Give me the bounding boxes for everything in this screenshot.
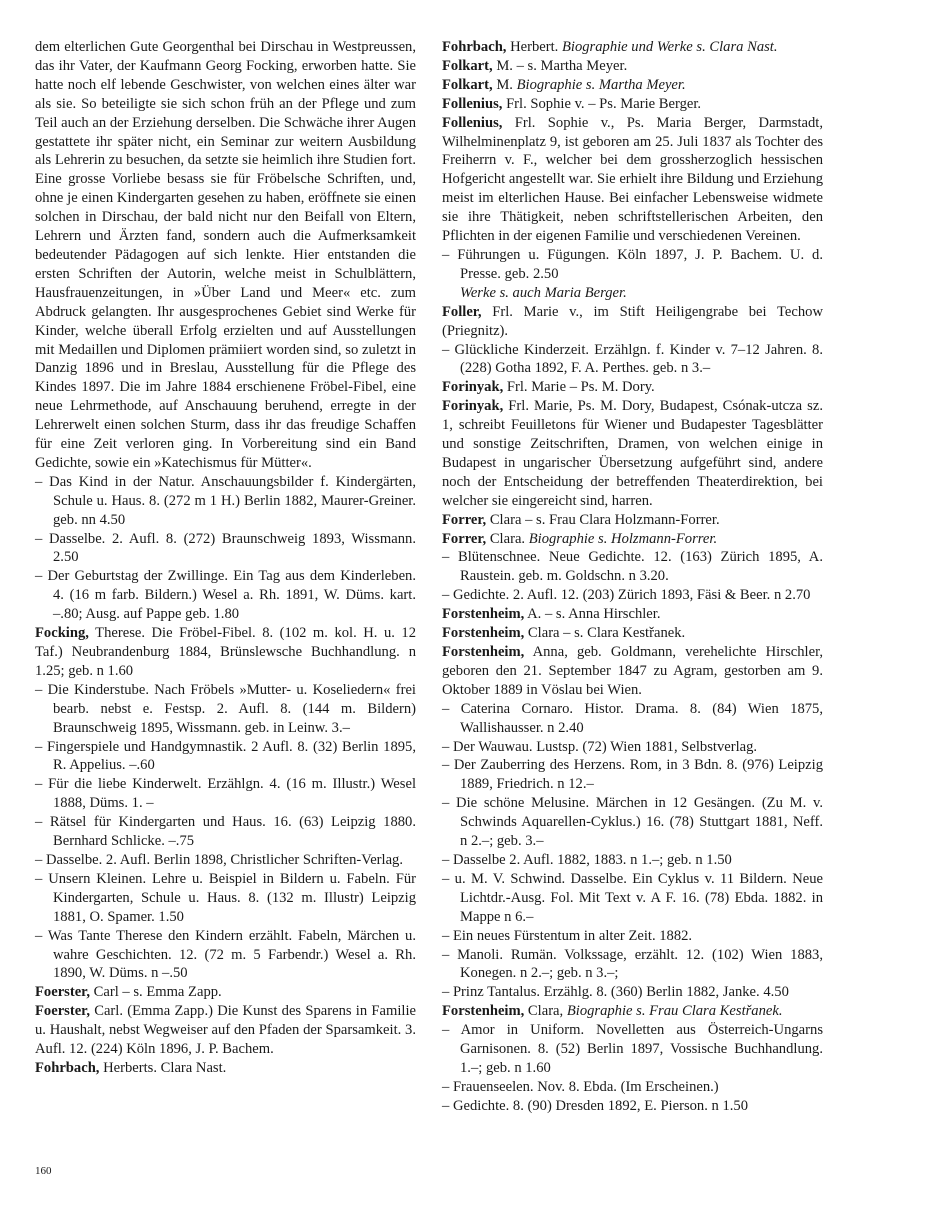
entry-name: Forstenheim, [442,1003,525,1020]
entry-text: – Ein neues Fürstentum in alter Zeit. 1882. [442,927,693,944]
left-column-entry [35,1059,416,1078]
entry-text: – Unsern Kleinen. Lehre u. Beispiel in Bildern u. Fabeln. Für Kindergarten, Schule u. Haus. 8. (132 m. Illustr) Leipzig 1881, O. Spamer. 1.50 [35,870,416,925]
right-column-work-entry [442,756,823,794]
entry-text: Frl. Marie, Ps. M. Dory, Budapest, Csónak-utcza sz. 1, schreibt Feuilletons für Wiener und Budapester Tagesblätter und sonstige Zeitschriften, Dramen, von welchen einige in Budapest in ungarischer Übersetzung aufgeführt sind, andere noch der Entscheidung der betreffenden Theaterdirektion, bei welcher sie eingereicht sind, harren. [442,398,823,509]
entry-text: Herberts. Clara Nast. [99,1059,227,1076]
entry-reference: Biographie und Werke s. Clara Nast. [561,39,778,55]
entry-text: Clara – s. Clara Kestřanek. [524,625,686,642]
entry-text: A. – s. Anna Hirschler. [524,606,661,623]
right-column-work-entry [442,738,823,757]
left-column-work-entry [35,813,416,851]
right-column-work-entry [442,700,823,738]
entry-text: – Was Tante Therese den Kindern erzählt. Fabeln, Märchen u. wahre Geschichten. 12. (72 m. 5 Farbendr.) Wesel a. Rh. 1890, W. Düms. n –.50 [35,927,416,982]
entry-name: Foerster, [35,984,90,1001]
entry-name: Foerster, [35,1003,90,1020]
entry-text: – Dasselbe 2. Aufl. 1882, 1883. n 1.–; geb. n 1.50 [442,851,732,868]
entry-name: Foller, [442,303,482,320]
right-column-work-entry [442,586,823,605]
entry-name: Fohrbach, [442,39,507,55]
left-column-work-entry [35,530,416,568]
left-column-work-entry [35,851,416,870]
left-column-entry [35,38,416,473]
left-column-entry [35,983,416,1002]
right-column-work-entry [442,1078,823,1097]
entry-text: Therese. Die Fröbel-Fibel. 8. (102 m. kol. H. u. 12 Taf.) Neubrandenburg 1884, Brünslewsche Buchhandlung. n 1.25; geb. n 1.60 [35,625,416,679]
entry-reference: Biographie s. Frau Clara Kestřanek. [566,1003,783,1020]
entry-name: Forinyak, [442,398,504,415]
entry-text: dem elterlichen Gute Georgenthal bei Dirschau in Westpreussen, das ihr Vater, der Kaufmann Georg Focking, erworben hatte. Sie hatte noch elf lebende Geschwister, von welchen eines älter war als sie. So beteiligte sie sich schon früh an der Pflege und zum Teil auch an der Erziehung derselben. Die Schwäche ihrer Augen gestattete ihr später nicht, ein Seminar zur weitern Ausbildung als Lehrerin zu besuchen, da setzte sie heimlich ihre Studien fort. Eine grosse Vorliebe besass sie für Fröbelsche Schriften, und, ohne je einen Kindergarten gesehen zu haben, eröffnete sie einen solchen in Dirschau, der bald nicht nur den Beifall von Eltern, Lehrern und Ärzten fand, sondern auch die Aufmerksamkeit bedeutender Pädagogen auf sich lenkte. Hier entstanden die ersten Schriften der Autorin, welche meist in Schulblättern, Hausfrauenzeitungen, in »Über Land und Meer« etc. zum Abdruck gelangten. Ihr ausgesprochenes Gebiet sind Werke für Kinder, welche überall Erfolg erzielten und auf Ausstellungen mit Medaillen und Diplomen prämiiert worden sind, so zuletzt in Danzig 1896 und in Breslau, Ausstellung für die Pflege des Kindes 1897. Die im Jahre 1884 erschienene Fröbel-Fibel, eine neue Lehrmethode, auf Anschauung beruhend, erregte in der Lehrerwelt einen solchen Sturm, dass ihr das freudige Schaffen für eine Zeit verloren ging. In Vorbereitung sind ein Band Gedichte, sowie ein »Katechismus für Mütter«. [35,39,416,471]
left-column-work-entry [35,870,416,927]
entry-text: – Das Kind in der Natur. Anschauungsbilder f. Kindergärten, Schule u. Haus. 8. (272 m 1 H.) Berlin 1882, Maurer-Greiner. geb. nn 4.50 [35,473,416,528]
right-column-work-entry [442,870,823,927]
entry-text: – Für die liebe Kinderwelt. Erzählgn. 4. (16 m. Illustr.) Wesel 1888, Düms. 1. – [35,776,416,812]
left-column-work-entry [35,775,416,813]
left-column-work-entry [35,567,416,624]
right-column-work-entry [442,1097,823,1116]
entry-text: Frl. Sophie v. – Ps. Marie Berger. [502,95,702,112]
entry-name: Follenius, [442,114,503,131]
entry-text: – Der Zauberring des Herzens. Rom, in 3 Bdn. 8. (976) Leipzig 1889, Friedrich. n 12.– [442,757,823,793]
entry-text: Carl – s. Emma Zapp. [89,984,222,1001]
page-number: 160 [35,1165,52,1177]
entry-text: – Die schöne Melusine. Märchen in 12 Gesängen. (Zu M. v. Schwinds Aquarellen-Cyklus.) 16. (78) Stuttgart 1881, Neff. n 2.–; geb. 3.– [442,795,823,850]
right-column-work-entry [442,1021,823,1078]
entry-text: – Die Kinderstube. Nach Fröbels »Mutter- u. Koseliedern« frei bearb. nebst e. Festsp. 2. Aufl. 8. (144 m. Bildern) Braunschweig 1895, Wissmann. geb. in Leinw. 3.– [35,681,416,736]
entry-reference: Werke s. auch Maria Berger. [460,284,627,301]
left-column-work-entry [35,927,416,984]
left-column-work-entry [35,473,416,530]
entry-text: – Caterina Cornaro. Histor. Drama. 8. (84) Wien 1875, Wallishausser. n 2.40 [442,700,823,736]
entry-text: – Frauenseelen. Nov. 8. Ebda. (Im Erscheinen.) [442,1078,719,1095]
left-column-work-entry [35,681,416,738]
entry-text: Frl. Sophie v., Ps. Maria Berger, Darmstadt, Wilhelminenplatz 9, ist geboren am 25. Juli 1837 als Tochter des Freiherrn v. F., welcher bei dem grossherzoglich hessischen Hofgericht angestellt war. Sie erhielt ihre Bildung und Erziehung meist im elterlichen Hause. Bei einfacher Lebensweise widmete sie ihre Thätigkeit, neben schriftstellerischen Arbeiten, den Pflichten in der eigenen Familie und verschiedenen Vereinen. [442,114,823,245]
right-column-entry [442,303,823,341]
entry-text: – Der Wauwau. Lustsp. (72) Wien 1881, Selbstverlag. [442,738,758,755]
entry-text: – Dasselbe. 2. Aufl. Berlin 1898, Christlicher Schriften-Verlag. [35,851,404,868]
entry-name: Forrer, [442,511,487,528]
right-column-entry [442,95,823,114]
right-column-entry [442,38,823,57]
right-column-entry [442,643,823,700]
entry-text: – Rätsel für Kindergarten und Haus. 16. (63) Leipzig 1880. Bernhard Schlicke. –.75 [35,814,416,850]
entry-name: Forinyak, [442,379,504,396]
entry-text: M. – s. Martha Meyer. [492,57,628,74]
right-column-work-entry [442,946,823,984]
left-column [35,38,416,1078]
entry-text: – Der Geburtstag der Zwillinge. Ein Tag aus dem Kinderleben. 4. (16 m farb. Bildern.) Wesel a. Rh. 1891, W. Düms. kart. –.80; Ausg. auf Pappe geb. 1.80 [35,568,416,623]
entry-reference: Biographie s. Martha Meyer. [516,76,686,93]
right-column-entry [442,511,823,530]
entry-name: Follenius, [442,95,503,112]
right-column-work-entry [442,794,823,851]
entry-name: Forrer, [442,530,487,547]
entry-text: Carl. (Emma Zapp.) Die Kunst des Sparens in Familie u. Haushalt, nebst Wegweiser auf den Pfaden der Sparsamkeit. 3. Aufl. 12. (224) Köln 1896, J. P. Bachem. [35,1003,416,1058]
right-column-entry [442,397,823,510]
entry-text: – Gedichte. 2. Aufl. 12. (203) Zürich 1893, Fäsi & Beer. n 2.70 [442,587,811,604]
entry-name: Forstenheim, [442,644,525,660]
right-column-entry [442,378,823,397]
entry-text: – u. M. V. Schwind. Dasselbe. Ein Cyklus v. 11 Bildern. Neue Lichtdr.-Ausg. Fol. Mit Text v. A F. 16. (78) Ebda. 1882. in Mappe n 6.– [442,870,823,925]
entry-text: Frl. Marie – Ps. M. Dory. [503,379,655,396]
entry-name: Fohrbach, [35,1059,100,1076]
entry-text: – Führungen u. Fügungen. Köln 1897, J. P. Bachem. U. d. Presse. geb. 2.50 [442,246,823,282]
right-column-entry [442,76,823,95]
right-column-entry [442,57,823,76]
right-column [442,38,823,1116]
right-column-work-entry [442,341,823,379]
entry-text: – Blütenschnee. Neue Gedichte. 12. (163) Zürich 1895, A. Raustein. geb. m. Goldschn. n 3.20. [442,549,823,585]
entry-text: – Amor in Uniform. Novelletten aus Österreich-Ungarns Garnisonen. 8. (52) Berlin 1897, Vossische Buchhandlung. 1.–; geb. n 1.60 [442,1022,823,1076]
left-column-entry [35,624,416,681]
right-column-entry [442,605,823,624]
right-column-work-entry [442,927,823,946]
entry-name: Folkart, [442,57,493,74]
entry-text: Herbert. [506,39,562,55]
entry-text: Clara, [524,1003,567,1020]
entry-name: Folkart, [442,76,493,93]
entry-text: Clara. [486,530,529,547]
entry-name: Focking, [35,625,89,642]
right-column-work-entry [442,246,823,284]
right-column-work-entry [442,548,823,586]
right-column-work-entry [442,851,823,870]
entry-text: – Fingerspiele und Handgymnastik. 2 Aufl. 8. (32) Berlin 1895, R. Appelius. –.60 [35,738,416,774]
entry-text: M. [492,76,517,93]
entry-text: – Glückliche Kinderzeit. Erzählgn. f. Kinder v. 7–12 Jahren. 8. (228) Gotha 1892, F. A. Perthes. geb. n 3.– [442,341,823,377]
entry-text: Frl. Marie v., im Stift Heiligengrabe bei Techow (Priegnitz). [442,303,823,339]
left-column-entry [35,1002,416,1059]
entry-text: – Gedichte. 8. (90) Dresden 1892, E. Pierson. n 1.50 [442,1097,749,1114]
entry-text: Clara – s. Frau Clara Holzmann-Forrer. [486,511,720,528]
right-column-entry [442,1002,823,1021]
right-column-entry [442,530,823,549]
right-column-entry [442,624,823,643]
entry-name: Forstenheim, [442,606,525,623]
right-column-see-also [442,284,823,303]
right-column-work-entry [442,983,823,1002]
entry-text: – Manoli. Rumän. Volkssage, erzählt. 12. (102) Wien 1883, Konegen. n 2.–; geb. n 3.–; [442,946,823,982]
entry-name: Forstenheim, [442,625,525,642]
left-column-work-entry [35,738,416,776]
entry-text: – Dasselbe. 2. Aufl. 8. (272) Braunschweig 1893, Wissmann. 2.50 [35,530,416,566]
entry-text: Anna, geb. Goldmann, verehelichte Hirschler, geboren den 21. September 1847 zu Agram, gestorben am 9. Oktober 1889 in Vöslau bei Wien. [442,644,823,698]
right-column-entry [442,114,823,246]
entry-text: – Prinz Tantalus. Erzählg. 8. (360) Berlin 1882, Janke. 4.50 [442,984,789,1001]
entry-reference: Biographie s. Holzmann-Forrer. [528,530,718,547]
